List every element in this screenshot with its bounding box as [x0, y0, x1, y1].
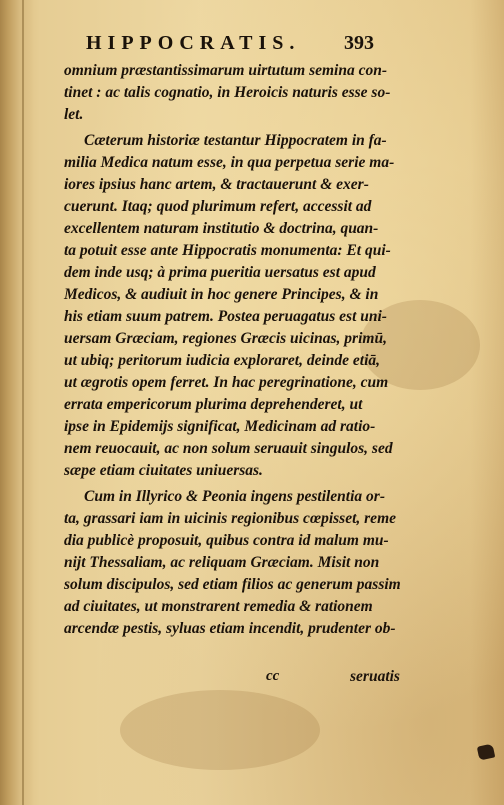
text-line: ta potuit esse ante Hippocratis monumenta: Et qui- — [64, 242, 391, 259]
text-line: omnium præstantissimarum uirtutum semina con- — [64, 62, 388, 79]
page-header — [56, 28, 476, 62]
binding-gutter — [0, 0, 34, 805]
text-line: dem inde usq; à prima pueritia uersatus est apud — [64, 264, 376, 281]
text-line: cuerunt. Itaq; quod plurimum refert, accessit ad — [64, 198, 372, 215]
page-number: 393 — [344, 32, 374, 54]
text-line: uersam Græciam, regiones Græcis uicinas, primū, — [64, 330, 387, 347]
signature-mark: cc — [266, 668, 280, 684]
text-line: Cæterum historiæ testantur Hippocratem in fa- — [84, 132, 387, 149]
text-line: iores ipsius hanc artem, & tractauerunt & exer- — [64, 176, 369, 193]
text-line: Cum in Illyrico & Peonia ingens pestilentia or- — [84, 488, 385, 505]
text-line: ta, grassari iam in uicinis regionibus cœpisset, reme — [64, 510, 397, 527]
running-head: HIPPOCRATIS. — [86, 32, 301, 54]
text-line: his etiam suum patrem. Postea peruagatus est uni- — [64, 308, 387, 325]
paper-stain — [120, 690, 320, 770]
text-line: arcendæ pestis, syluas etiam incendit, prudenter ob- — [64, 620, 396, 637]
text-line: ut ægrotis opem ferret. In hac peregrinatione, cum — [64, 374, 389, 391]
text-line: tinet : ac talis cognatio, in Heroicis naturis esse so- — [64, 84, 391, 101]
ink-blot — [477, 743, 496, 760]
text-line: milia Medica natum esse, in qua perpetua serie ma- — [64, 154, 395, 171]
text-line: solum discipulos, sed etiam filios ac generum passim — [64, 576, 401, 593]
text-line: sæpe etiam ciuitates uniuersas. — [64, 462, 263, 479]
text-line: ut ubiq; peritorum iudicia exploraret, deinde etiā, — [64, 352, 381, 369]
catchword: seruatis — [350, 668, 400, 685]
gutter-crease — [22, 0, 24, 805]
text-line: excellentem naturam institutio & doctrina, quan- — [64, 220, 379, 237]
text-line: nijt Thessaliam, ac reliquam Græciam. Misit non — [64, 554, 380, 571]
text-line: ad ciuitates, ut monstrarent remedia & rationem — [64, 598, 373, 615]
page-footer — [64, 668, 474, 692]
text-line: ipse in Epidemijs significat, Medicinam ad ratio- — [64, 418, 376, 435]
text-line: let. — [64, 106, 84, 123]
text-line: errata empericorum plurima deprehenderet, ut — [64, 396, 363, 413]
text-line: dia publicè proposuit, quibus contra id malum mu- — [64, 532, 389, 549]
text-line: Medicos, & audiuit in hoc genere Principes, & in — [64, 286, 379, 303]
text-line: nem reuocauit, ac non solum seruauit singulos, sed — [64, 440, 393, 457]
